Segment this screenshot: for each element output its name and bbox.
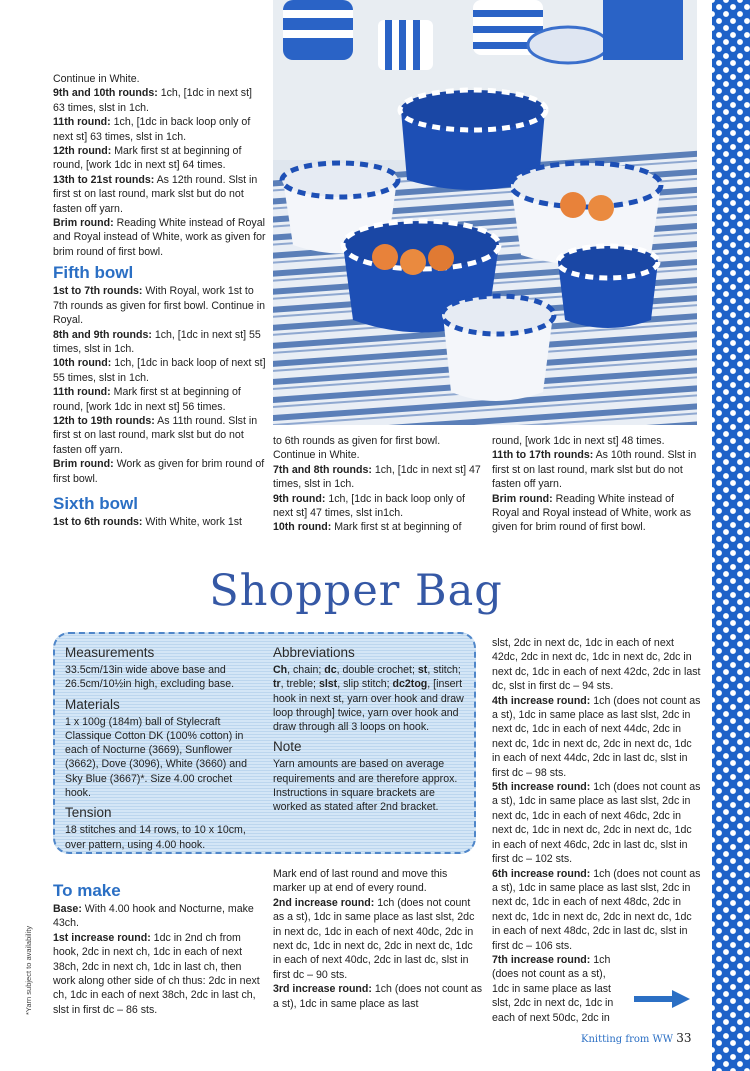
- note-text: Yarn amounts are based on average requirements and are therefore approx. Instructions in square brackets are worked as stated after 2nd bracket.: [273, 758, 458, 814]
- round-instruction: 1st to 6th rounds: With White, work 1st: [53, 515, 242, 528]
- round-instruction: 2nd increase round: 1ch (does not count as a st), 1dc in same place as last slst, 2dc in next dc, 1dc in each of next 40dc, 2dc in next dc, 1dc in next dc, 2dc in next dc, 1dc in each of next 40dc, 2dc in last dc, slst in first dc – 90 sts.: [273, 896, 475, 981]
- page-number: 33: [676, 1031, 692, 1045]
- round-instruction: 5th increase round: 1ch (does not count as a st), 1dc in same place as last slst, 2dc in next dc, 1dc in each of next 46dc, 2dc in next dc, 1dc in next dc, 2dc in next dc, 1dc in each of next 46dc, 2dc in last dc, slst in first dc – 102 sts.: [492, 781, 701, 866]
- to-make-column: [53, 877, 263, 1017]
- column-2-lower: [273, 867, 483, 1011]
- to-make-heading: To make: [53, 881, 121, 900]
- round-instruction: 13th to 21st rounds: As 12th round. Slst in first st on last round, mark slst but do not fasten off yarn.: [53, 173, 258, 215]
- sixth-bowl-heading: Sixth bowl: [53, 493, 138, 513]
- materials-text: 1 x 100g (184m) ball of Stylecraft Classique Cotton DK (100% cotton) in each of Nocturne (3669), Sunflower (3662), Dove (3096), White (3660) and Sky Blue (3667)*. Size 4.00 crochet hook.: [65, 715, 247, 800]
- round-instruction: 11th round: Mark first st at beginning of round, [work 1dc in next st] 56 times.: [53, 386, 241, 413]
- materials-heading: Materials: [65, 696, 120, 712]
- page-title: Shopper Bag: [209, 566, 503, 616]
- polka-dot-strip: [712, 0, 750, 1071]
- round-instruction: Base: With 4.00 hook and Nocturne, make 43ch.: [53, 903, 254, 930]
- round-instruction: 11th round: 1ch, [1dc in back loop only of next st] 63 times, slst in 1ch.: [53, 116, 251, 143]
- round-instruction: 1st increase round: 1dc in 2nd ch from hook, 2dc in next ch, 1dc in each of next 38ch, 2dc in next ch, 1dc in last ch, then work along other side of ch thus: 2dc in next ch, 1dc in each of next 38ch, 2dc in last ch, slst in first dc – 86 sts.: [53, 931, 260, 1016]
- measurements-heading: Measurements: [65, 645, 155, 660]
- round-instruction: 7th and 8th rounds: 1ch, [1dc in next st] 47 times, slst in 1ch.: [273, 463, 481, 491]
- round-instruction: 10th round: Mark first st at beginning of: [273, 521, 462, 534]
- paragraph: Continue in White.: [53, 73, 140, 85]
- round-instruction: 4th increase round: 1ch (does not count as a st), 1dc in same place as last slst, 2dc in next dc, 1dc in each of next 44dc, 2dc in next dc, 1dc in next dc, 2dc in next dc, 1dc in each of next 44dc, 2dc in last dc, slst in first dc – 98 sts.: [492, 694, 701, 779]
- continue-arrow-icon: [632, 988, 692, 1010]
- note-heading: Note: [273, 739, 302, 755]
- cup: [378, 20, 433, 70]
- column-3-lower: [492, 636, 702, 1025]
- bowls-photo: [273, 0, 697, 425]
- round-instruction: 10th round: 1ch, [1dc in back loop of next st] 55 times, slst in 1ch.: [53, 357, 266, 384]
- paragraph: Mark end of last round and move this marker up at end of every round.: [273, 868, 448, 895]
- round-instruction: 6th increase round: 1ch (does not count as a st), 1dc in same place as last slst, 2dc in next dc, 1dc in each of next 48dc, 2dc in next dc, 1dc in next dc, 2dc in next dc, 1dc in each of next 48dc, 2dc in last dc, slst in first dc – 106 sts.: [492, 867, 701, 952]
- round-instruction: Brim round: Reading White instead of Royal and Royal instead of White, work as given for brim round of first bowl.: [53, 217, 266, 258]
- paragraph: slst, 2dc in next dc, 1dc in each of next 42dc, 2dc in next dc, 1dc in next dc, 2dc in next dc, 1dc in each of next 42dc, 2dc in last dc, slst in first dc – 94 sts.: [492, 637, 701, 693]
- column-3: [492, 434, 702, 535]
- round-instruction: 7th increase round: 1ch (does not count as a st), 1dc in same place as last slst, 2dc in next dc, 1dc in each of next 50dc, 2dc in: [492, 953, 614, 1024]
- bowl-royal-right: [558, 246, 658, 328]
- round-instruction: 1st to 7th rounds: With Royal, work 1st to 7th rounds as given for first bowl. Continue in Royal.: [53, 285, 265, 327]
- tension-text: 18 stitches and 14 rows, to 10 x 10cm, over pattern, using 4.00 hook.: [65, 824, 246, 851]
- abbreviations-heading: Abbreviations: [273, 645, 355, 660]
- jug-left: [283, 0, 353, 60]
- info-box-left: [65, 644, 261, 852]
- tension-heading: Tension: [65, 805, 112, 821]
- fifth-bowl-heading: Fifth bowl: [53, 263, 134, 283]
- page-footer: [581, 1031, 692, 1045]
- round-instruction: Brim round: Work as given for brim round of first bowl.: [53, 458, 265, 485]
- magazine-name: Knitting from WW: [581, 1034, 674, 1045]
- abbreviations-text: Ch, chain; dc, double crochet; st, stitch; tr, treble; slst, slip stitch; dc2tog, [insert hook in next st, yarn over hook and draw loop through] twice, yarn over hook and draw through all 3 loops on hook.: [273, 664, 464, 734]
- round-instruction: Brim round: Reading White instead of Royal and Royal instead of White, work as given for brim round of first bowl.: [492, 492, 692, 534]
- round-instruction: 12th to 19th rounds: As 11th round. Slst in first st on last round, mark slst but do not fasten off yarn.: [53, 414, 258, 456]
- info-box-right: [273, 644, 468, 815]
- round-instruction: 11th to 17th rounds: As 10th round. Slst in first st on last round, mark slst but do not fasten off yarn.: [492, 449, 697, 491]
- round-instruction: 9th and 10th rounds: 1ch, [1dc in next st] 63 times, slst in 1ch.: [53, 87, 252, 114]
- paragraph: round, [work 1dc in next st] 48 times.: [492, 435, 665, 447]
- column-2: [273, 434, 483, 535]
- bowl-white-front: [442, 296, 554, 401]
- round-instruction: 8th and 9th rounds: 1ch, [1dc in next st] 55 times, slst in 1ch.: [53, 328, 261, 355]
- round-instruction: 9th round: 1ch, [1dc in back loop only of next st] 47 times, slst in1ch.: [273, 492, 465, 520]
- measurements-text: 33.5cm/13in wide above base and 26.5cm/10½in high, excluding base.: [65, 664, 235, 691]
- yarn-availability-note: *Yarn subject to availability: [24, 925, 33, 1015]
- column-1: [53, 72, 266, 529]
- paragraph: to 6th rounds as given for first bowl. Continue in White.: [273, 435, 441, 462]
- info-box: [53, 632, 476, 854]
- round-instruction: 12th round: Mark first st at beginning of round, [work 1dc in next st] 64 times.: [53, 145, 242, 172]
- round-instruction: 3rd increase round: 1ch (does not count as a st), 1dc in same place as last: [273, 983, 483, 1010]
